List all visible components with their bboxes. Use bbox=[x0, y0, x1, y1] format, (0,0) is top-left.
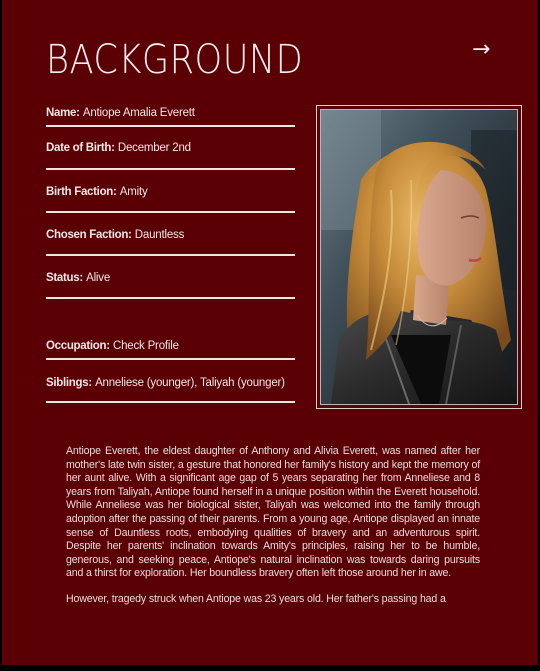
background-page bbox=[2, 0, 538, 665]
bio-paragraph: However, tragedy struck when Antiope was 23 years old. Her father's passing had a bbox=[66, 592, 446, 605]
field-divider bbox=[46, 254, 295, 256]
field-divider bbox=[46, 125, 295, 127]
field-divider bbox=[46, 297, 295, 299]
page-title: BACKGROUND bbox=[46, 37, 304, 83]
field-status: Status: Alive bbox=[46, 272, 111, 284]
field-divider bbox=[46, 401, 295, 403]
field-divider bbox=[46, 211, 295, 213]
field-siblings: Siblings: Anneliese (younger), Taliyah (younger) bbox=[46, 377, 285, 389]
field-divider bbox=[46, 168, 295, 170]
field-date-of-birth: Date of Birth: December 2nd bbox=[46, 142, 191, 154]
background-bio bbox=[66, 445, 480, 619]
field-occupation: Occupation: Check Profile bbox=[46, 340, 179, 352]
portrait-frame bbox=[316, 105, 522, 409]
field-divider bbox=[46, 358, 295, 360]
field-chosen-faction: Chosen Faction: Dauntless bbox=[46, 229, 185, 241]
field-birth-faction: Birth Faction: Amity bbox=[46, 186, 148, 198]
bio-paragraph: Antiope Everett, the eldest daughter of Anthony and Alivia Everett, was named after her mother's late twin sister, a gesture that honored her family's history and kept the memory of her aunt alive. With a significant age gap of 5 years separating her from Anneliese and 8 years from Taliyah, Antiope found herself in a unique position within the Everett household. While Anneliese was her biological sister, Taliyah was welcomed into the family through adoption after the passing of their parents. From a young age, Antiope displayed an innate sense of Dauntless roots, embodying qualities of bravery and an adventurous spirit. Despite her parents' inclination towards Amity's principles, raising her to be humble, generous, and seeking peace, Antiope's natural inclination was towards daring pursuits and a thirst for exploration. Her boundless bravery often left those around her in awe. bbox=[66, 445, 480, 580]
portrait-photo bbox=[321, 110, 517, 404]
field-name: Name: Antiope Amalia Everett bbox=[46, 107, 195, 119]
portrait-photo-icon bbox=[320, 109, 518, 405]
next-arrow-icon[interactable]: → bbox=[472, 37, 491, 62]
